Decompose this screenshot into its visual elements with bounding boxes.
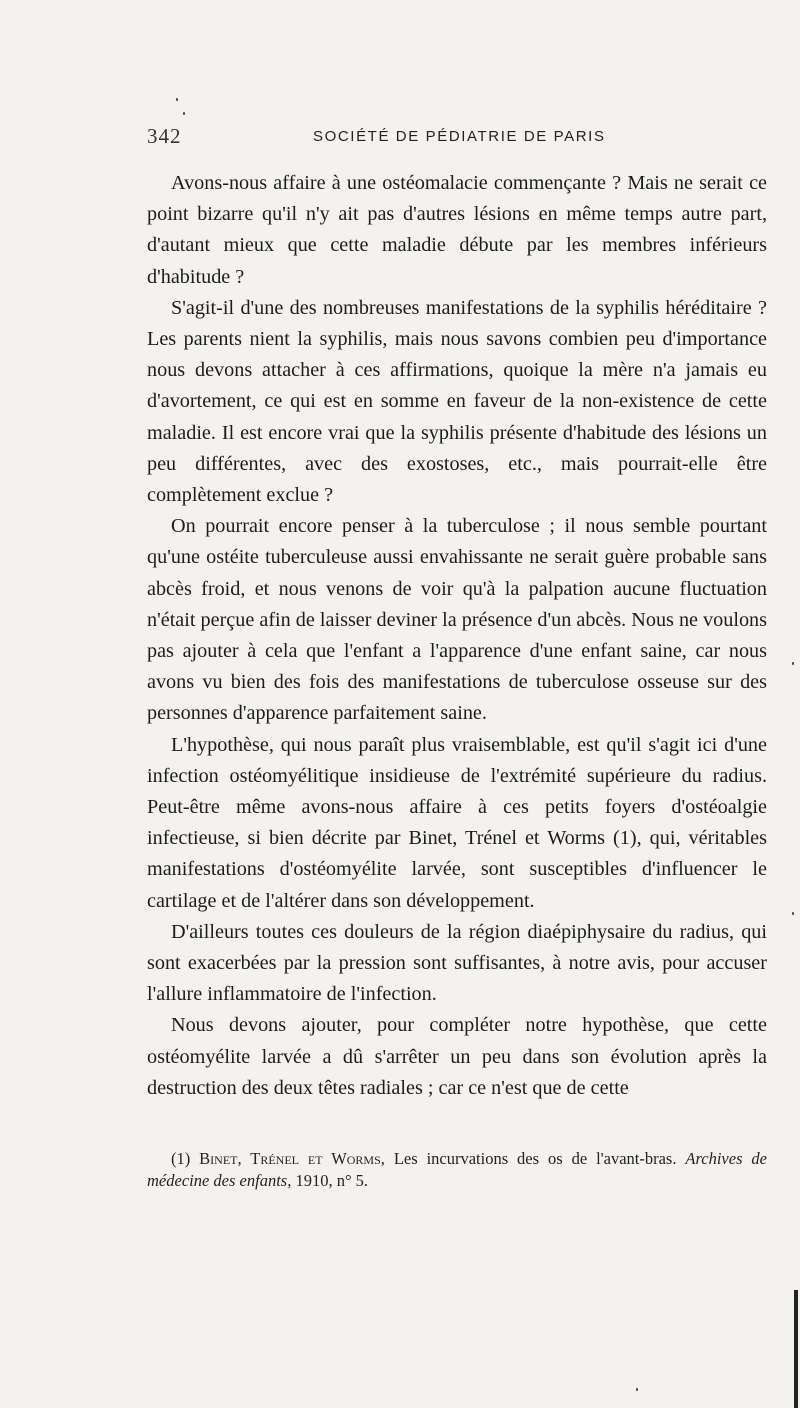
running-title: SOCIÉTÉ DE PÉDIATRIE DE PARIS [313, 128, 606, 145]
paragraph: Avons-nous affaire à une ostéomalacie commençante ? Mais ne serait ce point bizarre qu'il n'y ait pas d'autres lésions en même temps autre part, d'autant mieux que cette maladie débute par les membres inférieurs d'habitude ? [147, 172, 767, 288]
scan-speck [176, 98, 178, 101]
footnote-title: Les incurvations des os de l'avant-bras. [393, 1149, 677, 1168]
footnote-journal: Archives de médecine des enfants, [147, 1149, 767, 1190]
paragraph: On pourrait encore penser à la tuberculose ; il nous semble pourtant qu'une ostéite tuberculeuse aussi envahissante ne serait guère probable sans abcès froid, et nous venons de voir qu'à la palpation aucune fluctuation n'était perçue afin de laisser deviner la présence d'un abcès. Nous ne voulons pas ajouter à cela que l'enfant a l'apparence d'une enfant saine, car nous avons vu bien des fois des manifestations de tuberculose osseuse sur des personnes d'apparence parfaitement saine. [147, 515, 767, 725]
footnote-authors: Binet, Trénel et Worms, [199, 1149, 385, 1168]
body-text [147, 168, 767, 1104]
scan-speck [183, 112, 185, 115]
paragraph: S'agit-il d'une des nombreuses manifestations de la syphilis héréditaire ? Les parents nient la syphilis, mais nous savons combien peu d'importance nous devons attacher à ces affirmations, quoique la mère n'a jamais eu d'avortement, ce qui est en somme en faveur de la non-existence de cette maladie. Il est encore vrai que la syphilis présente d'habitude des lésions un peu différentes, avec des exostoses, etc., mais pourrait-elle être complètement exclue ? [147, 296, 767, 507]
footnote-issue: 1910, n° 5. [295, 1171, 369, 1190]
page-header [147, 124, 767, 148]
paragraph: D'ailleurs toutes ces douleurs de la région diaépiphysaire du radius, qui sont exacerbées par la pression sont suffisantes, à notre avis, pour accuser l'allure inflammatoire de l'infection. [147, 920, 767, 1006]
paragraph: Nous devons ajouter, pour compléter notre hypothèse, que cette ostéomyélite larvée a dû s'arrêter un peu dans son évolution après la destruction des deux têtes radiales ; car ce n'est que de cette [147, 1014, 767, 1099]
paragraph: L'hypothèse, qui nous paraît plus vraisemblable, est qu'il s'agit ici d'une infection ostéomyélitique insidieuse de l'extrémité supérieure du radius. Peut-être même avons-nous affaire à ces petits foyers d'ostéoalgie infectieuse, si bien décrite par Binet, Trénel et Worms (1), qui, véritables manifestations d'ostéomyélite larvée, sont susceptibles d'influencer le cartilage et de l'altérer dans son développement. [147, 733, 767, 912]
scan-speck [792, 662, 794, 665]
footnote-marker: (1) [171, 1149, 191, 1168]
scan-speck [792, 912, 794, 915]
scan-speck [636, 1388, 638, 1391]
page-number: 342 [147, 124, 182, 148]
footnote [147, 1148, 767, 1192]
scan-edge-shadow [794, 1290, 798, 1408]
